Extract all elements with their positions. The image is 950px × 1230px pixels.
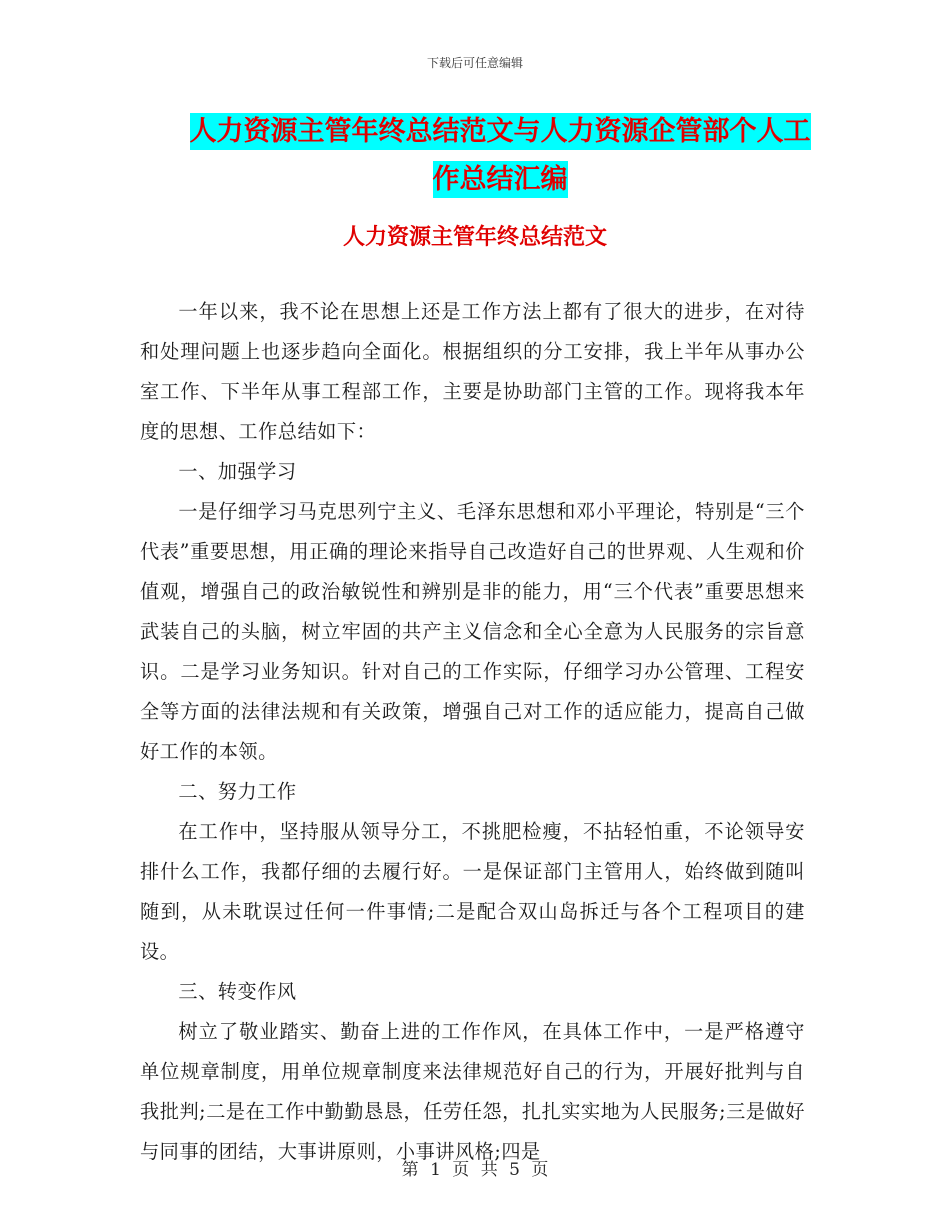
document-body xyxy=(140,292,805,1172)
page-number-footer: 第 1 页 共 5 页 xyxy=(401,1160,549,1180)
subheading-study: 一、加强学习 xyxy=(178,460,297,483)
header-note: 下载后可任意编辑 xyxy=(426,56,523,70)
subheading-style: 三、转变作风 xyxy=(178,980,297,1003)
document-title-line-1: 人力资源主管年终总结范文与人力资源企管部个人工 xyxy=(190,113,811,150)
document-title xyxy=(180,108,820,204)
paragraph-work: 在工作中，坚持服从领导分工，不挑肥检瘦，不拈轻怕重，不论领导安排什么工作，我都仔细的去履行好。一是保证部门主管用人，始终做到随叫随到，从未耽误过任何一件事情;二是配合双山岛拆迁与各个工程项目的建设。 xyxy=(140,820,805,963)
paragraph-intro: 一年以来，我不论在思想上还是工作方法上都有了很大的进步，在对待和处理问题上也逐步趋向全面化。根据组织的分工安排，我上半年从事办公室工作、下半年从事工程部工作，主要是协助部门主管的工作。现将我本年度的思想、工作总结如下： xyxy=(140,300,805,443)
paragraph-style: 树立了敬业踏实、勤奋上进的工作作风，在具体工作中，一是严格遵守单位规章制度，用单位规章制度来法律规范好自己的行为，开展好批判与自我批判;二是在工作中勤勤恳恳，任劳任怨，扎扎实实地为人民服务;三是做好与同事的团结，大事讲原则，小事讲风格;四是 xyxy=(140,1020,805,1163)
section-heading: 人力资源主管年终总结范文 xyxy=(342,225,607,250)
document-title-line-2: 作总结汇编 xyxy=(433,161,568,198)
paragraph-study: 一是仔细学习马克思列宁主义、毛泽东思想和邓小平理论，特别是“三个代表”重要思想，用正确的理论来指导自己改造好自己的世界观、人生观和价值观，增强自己的政治敏锐性和辨别是非的能力，用“三个代表”重要思想来武装自己的头脑，树立牢固的共产主义信念和全心全意为人民服务的宗旨意识。二是学习业务知识。针对自己的工作实际，仔细学习办公管理、工程安全等方面的法律法规和有关政策，增强自己对工作的适应能力，提高自己做好工作的本领。 xyxy=(140,500,805,763)
subheading-work: 二、努力工作 xyxy=(178,780,297,803)
